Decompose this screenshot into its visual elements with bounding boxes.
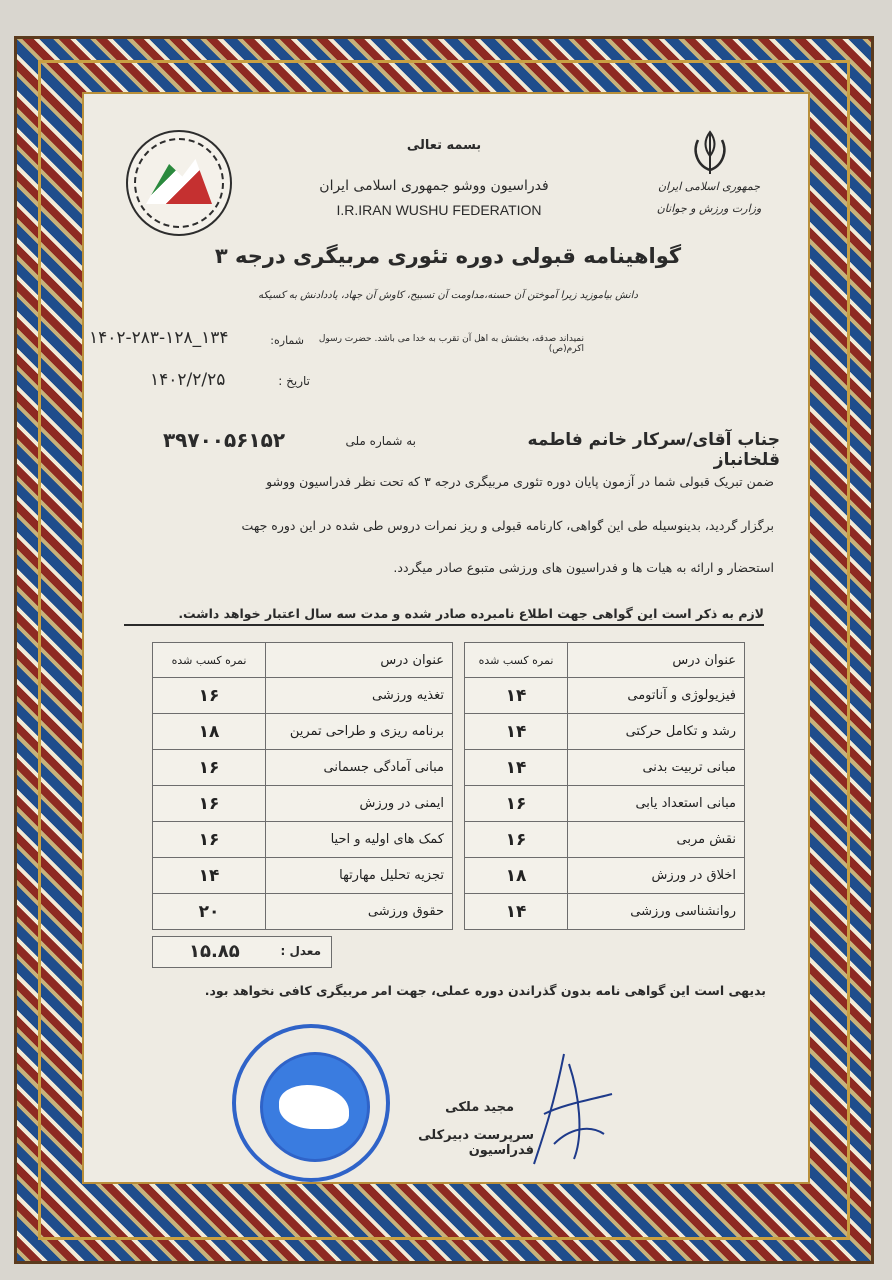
table-row bbox=[153, 894, 453, 930]
grade-cell: ۱۸ bbox=[153, 714, 266, 750]
subject-cell: کمک های اولیه و احیا bbox=[266, 822, 453, 858]
subject-cell: مبانی آمادگی جسمانی bbox=[266, 750, 453, 786]
subject-cell: نقش مربی bbox=[568, 822, 745, 858]
subject-cell: روانشناسی ورزشی bbox=[568, 894, 745, 930]
table-row bbox=[465, 786, 745, 822]
grade-cell: ۱۴ bbox=[465, 714, 568, 750]
ministry-emblem-icon bbox=[690, 130, 730, 176]
table-row bbox=[465, 894, 745, 930]
table-row bbox=[153, 678, 453, 714]
subject-cell: تغذیه ورزشی bbox=[266, 678, 453, 714]
subject-cell: ایمنی در ورزش bbox=[266, 786, 453, 822]
federation-stamp bbox=[232, 1024, 390, 1182]
footer-note: بدیهی است این گواهی نامه بدون گذراندن دوره عملی، جهت امر مربیگری کافی نخواهد بود. bbox=[204, 983, 766, 998]
grade-cell: ۱۸ bbox=[465, 858, 568, 894]
bismillah: بسمه تعالی bbox=[406, 138, 482, 153]
grade-cell: ۱۶ bbox=[153, 678, 266, 714]
grade-cell: ۱۴ bbox=[465, 750, 568, 786]
average-label: معدل : bbox=[280, 944, 321, 958]
subject-cell: مبانی تربیت بدنی bbox=[568, 750, 745, 786]
grade-header: نمره کسب شده bbox=[465, 643, 568, 678]
body-line-3: استحضار و ارائه به هیات ها و فدراسیون های ورزشی متبوع صادر میگردد. bbox=[393, 560, 774, 575]
signer-title: سرپرست دبیرکلی فدراسیون bbox=[418, 1128, 534, 1158]
subject-cell: اخلاق در ورزش bbox=[568, 858, 745, 894]
grade-cell: ۱۶ bbox=[465, 786, 568, 822]
recipient-name: جناب آقای/سرکار خانم فاطمه قلخانباز bbox=[527, 430, 780, 470]
table-row bbox=[153, 822, 453, 858]
reference-number: ۱۴۰۲-۲۸۳-۱۲۸_۱۳۴ bbox=[89, 328, 229, 348]
grade-cell: ۱۴ bbox=[153, 858, 266, 894]
quote-line-1: دانش بیاموزید زیرا آموختن آن حسنه،مداومت آن تسبیح، کاوش آن جهاد، یاددادنش به کسیکه bbox=[258, 290, 638, 301]
grade-cell: ۱۴ bbox=[465, 678, 568, 714]
ministry-line-1: جمهوری اسلامی ایران bbox=[657, 180, 761, 193]
grade-cell: ۲۰ bbox=[153, 894, 266, 930]
grade-header: نمره کسب شده bbox=[153, 643, 266, 678]
signature bbox=[524, 1044, 614, 1174]
subject-cell: فیزیولوژی و آناتومی bbox=[568, 678, 745, 714]
validity-notice: لازم به ذکر است این گواهی جهت اطلاع نامبرده صادر شده و مدت سه سال اعتبار خواهد داشت. bbox=[124, 606, 764, 626]
table-row bbox=[465, 678, 745, 714]
subject-cell: رشد و تکامل حرکتی bbox=[568, 714, 745, 750]
ministry-line-2: وزارت ورزش و جوانان bbox=[656, 202, 762, 215]
signer-name: مجید ملکی bbox=[445, 1100, 514, 1115]
table-row bbox=[465, 714, 745, 750]
quote-line-2: نمیداند صدقه، بخشش به اهل آن تقرب به خدا می باشد. حضرت رسول اکرم(ص) bbox=[318, 334, 584, 354]
grades-table-right bbox=[464, 642, 745, 930]
subject-header: عنوان درس bbox=[266, 643, 453, 678]
subject-cell: حقوق ورزشی bbox=[266, 894, 453, 930]
table-row bbox=[153, 858, 453, 894]
federation-name-en: I.R.IRAN WUSHU FEDERATION bbox=[336, 202, 542, 218]
table-row bbox=[465, 822, 745, 858]
table-row bbox=[153, 786, 453, 822]
grade-cell: ۱۶ bbox=[153, 750, 266, 786]
federation-logo bbox=[126, 130, 232, 236]
average-box bbox=[152, 936, 332, 968]
table-row bbox=[153, 714, 453, 750]
body-line-2: برگزار گردید، بدینوسیله طی این گواهی، کارنامه قبولی و ریز نمرات دروس طی شده در این دوره جهت bbox=[241, 518, 774, 533]
grades-table-left bbox=[152, 642, 453, 930]
certificate-page bbox=[82, 92, 810, 1184]
grade-cell: ۱۶ bbox=[465, 822, 568, 858]
body-line-1: ضمن تبریک قبولی شما در آزمون پایان دوره تئوری مربیگری درجه ۳ که تحت نظر فدراسیون ووشو bbox=[266, 474, 774, 489]
date-value: ۱۴۰۲/۲/۲۵ bbox=[150, 370, 226, 390]
subject-cell: مبانی استعداد یابی bbox=[568, 786, 745, 822]
national-id-label: به شماره ملی bbox=[345, 434, 416, 448]
grade-cell: ۱۴ bbox=[465, 894, 568, 930]
table-row bbox=[465, 858, 745, 894]
number-label: شماره: bbox=[270, 334, 304, 347]
subject-cell: تجزیه تحلیل مهارتها bbox=[266, 858, 453, 894]
average-value: ۱۵.۸۵ bbox=[189, 941, 240, 962]
table-row bbox=[153, 750, 453, 786]
table-row bbox=[465, 750, 745, 786]
subject-header: عنوان درس bbox=[568, 643, 745, 678]
subject-cell: برنامه ریزی و طراحی تمرین bbox=[266, 714, 453, 750]
national-id: ۳۹۷۰۰۵۶۱۵۲ bbox=[162, 428, 286, 452]
certificate-title: گواهینامه قبولی دوره تئوری مربیگری درجه ۳ bbox=[214, 244, 682, 268]
federation-name-fa: فدراسیون ووشو جمهوری اسلامی ایران bbox=[319, 178, 549, 194]
grade-cell: ۱۶ bbox=[153, 822, 266, 858]
date-label: تاریخ : bbox=[278, 374, 310, 388]
grade-cell: ۱۶ bbox=[153, 786, 266, 822]
